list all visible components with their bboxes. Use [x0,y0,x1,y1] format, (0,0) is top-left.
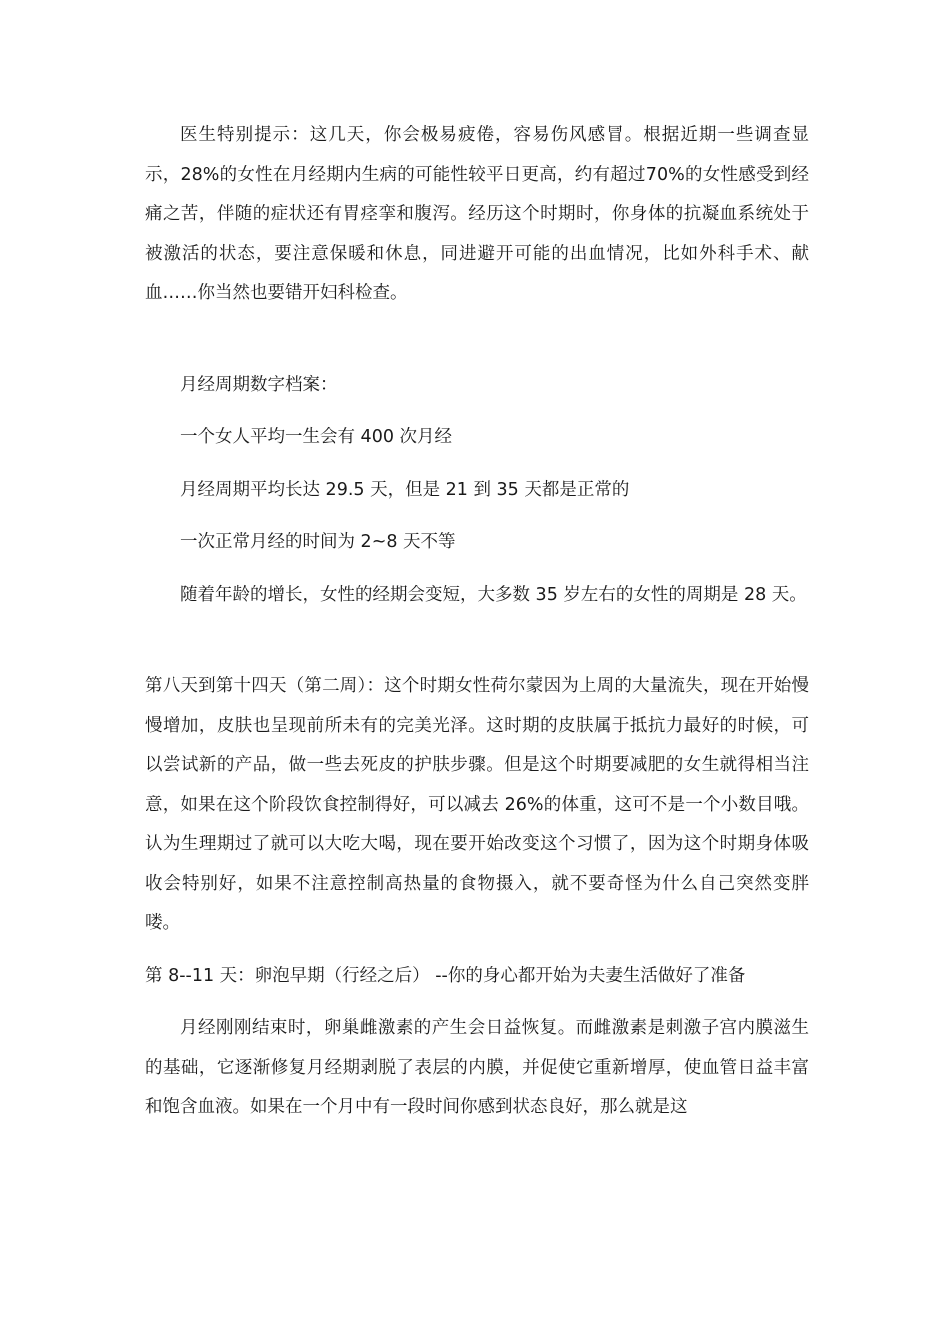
follicular-phase-paragraph: 月经刚刚结束时，卵巢雌激素的产生会日益恢复。而雌激素是刺激子宫内膜滋生的基础，它逐渐修复月经期剥脱了表层的内膜，并促使它重新增厚，使血管日益丰富和饱含血液。如果在一个月中有一段时间你感到状态良好，那么就是这 [145,1018,809,1117]
cycle-facts-heading: 月经周期数字档案： [180,374,338,395]
follicular-phase-heading: 第 8--11 天：卵泡早期（行经之后） --你的身心都开始为夫妻生活做好了准备 [145,965,746,986]
cycle-fact-length: 月经周期平均长达 29.5 天，但是 21 到 35 天都是正常的 [180,479,630,500]
cycle-fact-lifetime: 一个女人平均一生会有 400 次月经 [180,427,453,447]
cycle-fact-age: 随着年龄的增长，女性的经期会变短，大多数 35 岁左右的女性的周期是 28 天。 [180,584,807,605]
cycle-fact-duration: 一次正常月经的时间为 2~8 天不等 [180,532,456,552]
doctor-tip-paragraph: 医生特别提示：这几天，你会极易疲倦，容易伤风感冒。根据近期一些调查显示，28%的女性在月经期内生病的可能性较平日更高，约有超过70%的女性感受到经痛之苦，伴随的症状还有胃痉挛和腹泻。经历这个时期时，你身体的抗凝血系统处于被激活的状态，要注意保暖和休息，同进避开可能的出血情况，比如外科手术、献血……你当然也要错开妇科检查。 [145,125,809,303]
second-week-paragraph: 第八天到第十四天（第二周）：这个时期女性荷尔蒙因为上周的大量流失，现在开始慢慢增加，皮肤也呈现前所未有的完美光泽。这时期的皮肤属于抵抗力最好的时候，可以尝试新的产品，做一些去死皮的护肤步骤。但是这个时期要减肥的女生就得相当注意，如果在这个阶段饮食控制得好，可以减去 26%的体重，这可不是一个小数目哦。认为生理期过了就可以大吃大喝，现在要开始改变这个习惯了，因为这个时期身体吸收会特别好，如果不注意控制高热量的食物摄入，就不要奇怪为什么自己突然变胖喽。 [145,676,809,933]
document-body [145,116,809,1128]
